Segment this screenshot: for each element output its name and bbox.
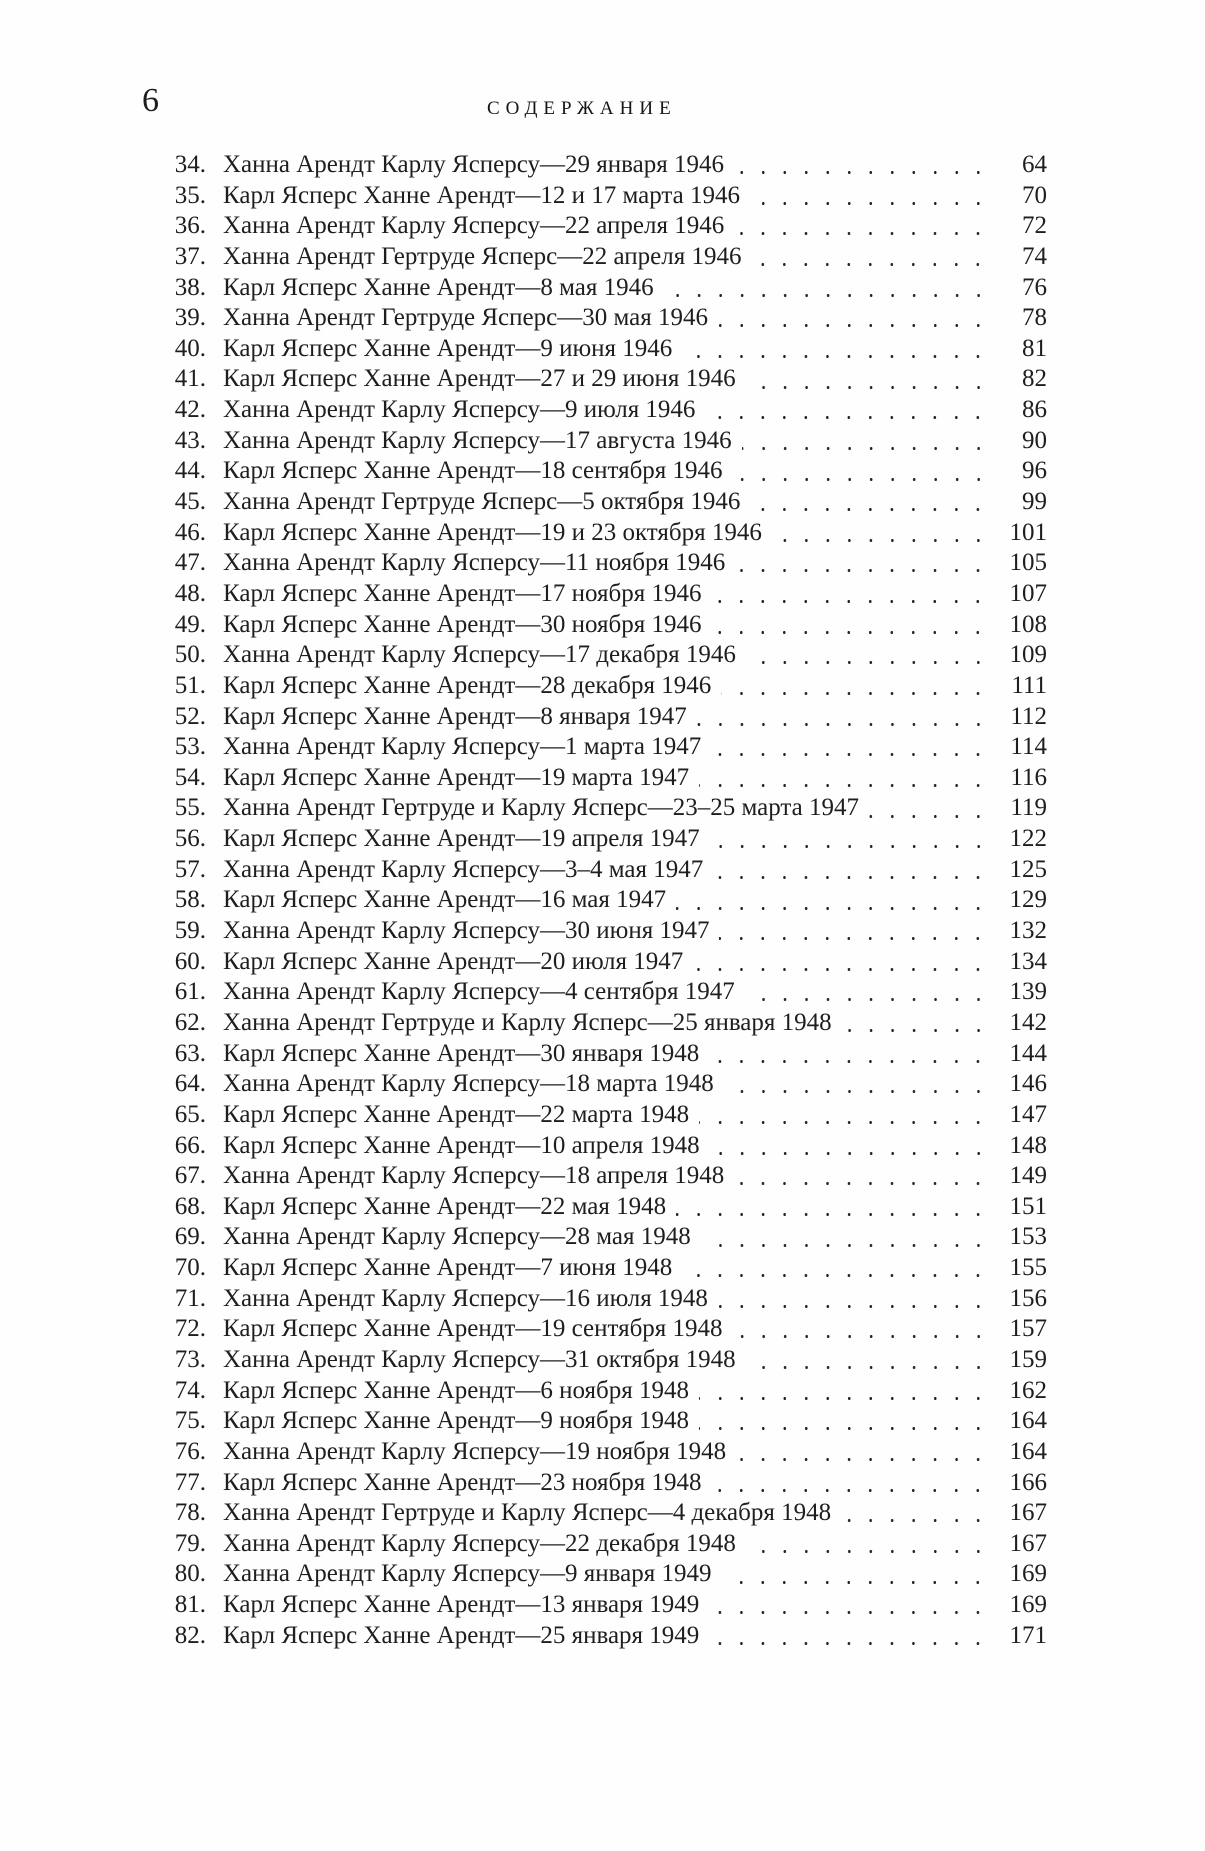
entry-page: 129: [1009, 886, 1047, 914]
entry-number: 61.: [174, 978, 206, 1006]
entry-page: 107: [1009, 579, 1047, 607]
toc-entry: [160, 672, 1047, 703]
entry-number: 43.: [174, 426, 206, 454]
entry-number: 82.: [174, 1621, 206, 1649]
toc-entry: [160, 825, 1047, 856]
entry-number: 78.: [174, 1499, 206, 1527]
entry-title: Карл Ясперс Ханне Арендт—20 июля 1947: [223, 947, 684, 975]
toc-entry: [160, 1132, 1047, 1163]
entry-page: 125: [1009, 855, 1047, 883]
entry-number: 38.: [174, 273, 206, 301]
entry-number: 74.: [174, 1376, 206, 1404]
toc-entry: [160, 1622, 1047, 1653]
dot-leader: [705, 396, 989, 427]
entry-page: 169: [1009, 1560, 1047, 1588]
entry-number: 36.: [174, 212, 206, 240]
entry-page: 109: [1009, 641, 1047, 669]
entry-page: 149: [1009, 1162, 1047, 1190]
dot-leader: [735, 549, 989, 580]
dot-leader: [676, 1193, 989, 1224]
toc-entry: [160, 396, 1047, 427]
entry-page: 90: [1022, 426, 1047, 454]
entry-title: Карл Ясперс Ханне Арендт—7 июня 1948: [223, 1254, 673, 1282]
entry-page: 114: [1010, 733, 1047, 761]
entry-title: Карл Ясперс Ханне Арендт—8 января 1947: [223, 702, 687, 730]
dot-leader: [711, 733, 989, 764]
entry-title: Карл Ясперс Ханне Арендт—30 ноября 1946: [223, 610, 702, 638]
dot-leader: [733, 457, 989, 488]
entry-title: Ханна Арендт Карлу Ясперсу—19 ноября 1948: [223, 1437, 727, 1465]
toc-entry: [160, 1009, 1047, 1040]
entry-number: 69.: [174, 1223, 206, 1251]
entry-title: Карл Ясперс Ханне Арендт—19 марта 1947: [223, 763, 690, 791]
dot-leader: [710, 1132, 989, 1163]
dot-leader: [733, 1315, 989, 1346]
toc-entry: [160, 886, 1047, 917]
entry-title: Ханна Арендт Карлу Ясперсу—17 августа 1946: [223, 426, 732, 454]
entry-page: 64: [1022, 151, 1047, 178]
entry-page: 96: [1022, 457, 1047, 485]
entry-title: Карл Ясперс Ханне Арендт—19 и 23 октября 1946: [223, 518, 762, 546]
dot-leader: [750, 488, 989, 519]
toc-entry: [160, 733, 1047, 764]
entry-title: Карл Ясперс Ханне Арендт—23 ноября 1948: [223, 1468, 702, 1496]
dot-leader: [742, 427, 989, 458]
toc-entry: [160, 1499, 1047, 1530]
entry-number: 81.: [174, 1591, 206, 1619]
toc-entry: [160, 856, 1047, 887]
entry-number: 60.: [174, 947, 206, 975]
dot-leader: [869, 794, 989, 825]
entry-page: 155: [1009, 1254, 1047, 1282]
entry-title: Карл Ясперс Ханне Арендт—17 ноября 1946: [223, 579, 702, 607]
dot-leader: [734, 1162, 989, 1193]
entry-title: Ханна Арендт Гертруде Ясперс—5 октября 1946: [223, 488, 741, 516]
dot-leader: [751, 243, 989, 274]
entry-page: 139: [1009, 978, 1047, 1006]
toc-entry: [160, 1223, 1047, 1254]
toc-entry: [160, 1407, 1047, 1438]
entry-number: 72.: [174, 1315, 206, 1343]
dot-leader: [718, 304, 989, 335]
entry-title: Ханна Арендт Гертруде Ясперс—22 апреля 1946: [223, 242, 742, 270]
entry-title: Ханна Арендт Карлу Ясперсу—30 июня 1947: [223, 917, 710, 945]
entry-page: 76: [1022, 273, 1047, 301]
toc-entry: [160, 1315, 1047, 1346]
entry-title: Карл Ясперс Ханне Арендт—8 мая 1946: [223, 273, 654, 301]
dot-leader: [699, 1377, 989, 1408]
entry-title: Карл Ясперс Ханне Арендт—19 апреля 1947: [223, 825, 700, 853]
entry-page: 105: [1009, 549, 1047, 577]
entry-title: Ханна Арендт Карлу Ясперсу—1 марта 1947: [223, 733, 702, 761]
entry-number: 79.: [174, 1529, 206, 1557]
toc-entry: [160, 978, 1047, 1009]
toc-entry: [160, 335, 1047, 366]
dot-leader: [750, 182, 989, 213]
entry-number: 55.: [174, 794, 206, 822]
entry-title: Ханна Арендт Карлу Ясперсу—3–4 мая 1947: [223, 855, 704, 883]
toc-entry: [160, 641, 1047, 672]
toc-entry: [160, 488, 1047, 519]
entry-page: 153: [1009, 1223, 1047, 1251]
entry-page: 167: [1009, 1499, 1047, 1527]
toc-entry: [160, 1040, 1047, 1071]
dot-leader: [724, 1070, 989, 1101]
dot-leader: [682, 1254, 989, 1285]
entry-page: 119: [1010, 794, 1047, 822]
toc-entry: [160, 212, 1047, 243]
dot-leader: [711, 1469, 989, 1500]
entry-page: 157: [1009, 1315, 1047, 1343]
entry-title: Ханна Арендт Карлу Ясперсу—18 апреля 1948: [223, 1162, 725, 1190]
entry-number: 63.: [174, 1039, 206, 1067]
toc-entry: [160, 1530, 1047, 1561]
dot-leader: [711, 580, 989, 611]
dot-leader: [701, 1223, 989, 1254]
entry-page: 111: [1011, 671, 1047, 699]
entry-title: Ханна Арендт Карлу Ясперсу—16 июля 1948: [223, 1284, 708, 1312]
entry-number: 44.: [174, 457, 206, 485]
entry-title: Карл Ясперс Ханне Арендт—13 января 1949: [223, 1591, 700, 1619]
entry-title: Карл Ясперс Ханне Арендт—30 января 1948: [223, 1039, 700, 1067]
toc-entry: [160, 274, 1047, 305]
entry-number: 41.: [174, 365, 206, 393]
entry-number: 56.: [174, 825, 206, 853]
entry-number: 73.: [174, 1345, 206, 1373]
dot-leader: [718, 1285, 989, 1316]
entry-page: 132: [1009, 917, 1047, 945]
page-number-folio: 6: [142, 82, 159, 119]
dot-leader: [746, 365, 989, 396]
entry-page: 148: [1009, 1131, 1047, 1159]
entry-title: Ханна Арендт Карлу Ясперсу—31 октября 1948: [223, 1345, 736, 1373]
dot-leader: [746, 641, 989, 672]
entry-number: 67.: [174, 1162, 206, 1190]
entry-title: Ханна Арендт Карлу Ясперсу—9 июля 1946: [223, 396, 696, 424]
toc-entry: [160, 519, 1047, 550]
entry-page: 156: [1009, 1284, 1047, 1312]
entry-title: Ханна Арендт Карлу Ясперсу—11 ноября 1946: [223, 549, 726, 577]
entry-number: 47.: [174, 549, 206, 577]
toc-entry: [160, 1469, 1047, 1500]
entry-number: 65.: [174, 1100, 206, 1128]
entry-title: Карл Ясперс Ханне Арендт—18 сентября 1946: [223, 457, 723, 485]
dot-leader: [721, 672, 989, 703]
entry-page: 142: [1009, 1008, 1047, 1036]
entry-number: 52.: [174, 702, 206, 730]
entry-title: Карл Ясперс Ханне Арендт—16 мая 1947: [223, 886, 667, 914]
entry-number: 53.: [174, 733, 206, 761]
entry-number: 77.: [174, 1468, 206, 1496]
entry-number: 70.: [174, 1254, 206, 1282]
dot-leader: [734, 151, 989, 182]
dot-leader: [772, 519, 989, 550]
toc-entry: [160, 1377, 1047, 1408]
entry-title: Карл Ясперс Ханне Арендт—6 ноября 1948: [223, 1376, 689, 1404]
entry-title: Ханна Арендт Карлу Ясперсу—22 апреля 1946: [223, 212, 725, 240]
dot-leader: [682, 335, 989, 366]
entry-title: Карл Ясперс Ханне Арендт—28 декабря 1946: [223, 671, 712, 699]
entry-title: Ханна Арендт Гертруде и Карлу Ясперс—25 января 1948: [223, 1008, 832, 1036]
entry-page: 166: [1009, 1468, 1047, 1496]
toc-entry: [160, 1101, 1047, 1132]
toc-list: [160, 151, 1047, 1652]
entry-title: Карл Ясперс Ханне Арендт—10 апреля 1948: [223, 1131, 700, 1159]
entry-title: Ханна Арендт Карлу Ясперсу—4 сентября 1947: [223, 978, 735, 1006]
toc-entry: [160, 794, 1047, 825]
dot-leader: [709, 1040, 989, 1071]
entry-title: Ханна Арендт Карлу Ясперсу—17 декабря 1946: [223, 641, 736, 669]
dot-leader: [719, 917, 989, 948]
toc-entry: [160, 1346, 1047, 1377]
toc-entry: [160, 917, 1047, 948]
toc-entry: [160, 580, 1047, 611]
entry-title: Карл Ясперс Ханне Арендт—27 и 29 июня 1946: [223, 365, 736, 393]
entry-number: 75.: [174, 1407, 206, 1435]
toc-entry: [160, 457, 1047, 488]
entry-title: Карл Ясперс Ханне Арендт—12 и 17 марта 1946: [223, 181, 740, 209]
entry-page: 74: [1022, 242, 1047, 270]
entry-number: 45.: [174, 488, 206, 516]
toc-entry: [160, 243, 1047, 274]
entry-number: 64.: [174, 1070, 206, 1098]
entry-page: 101: [1009, 518, 1047, 546]
entry-page: 122: [1009, 825, 1047, 853]
dot-leader: [709, 1622, 989, 1653]
entry-page: 167: [1009, 1529, 1047, 1557]
entry-number: 34.: [174, 151, 206, 178]
entry-page: 81: [1022, 334, 1047, 362]
toc-entry: [160, 549, 1047, 580]
entry-page: 164: [1009, 1407, 1047, 1435]
entry-title: Ханна Арендт Гертруде и Карлу Ясперс—23–25 марта 1947: [223, 794, 859, 822]
dot-leader: [721, 1560, 989, 1591]
entry-number: 66.: [174, 1131, 206, 1159]
page-title: СОДЕРЖАНИЕ: [487, 98, 677, 119]
dot-leader: [736, 1438, 989, 1469]
entry-number: 37.: [174, 242, 206, 270]
dot-leader: [709, 1591, 989, 1622]
toc-entry: [160, 1070, 1047, 1101]
entry-page: 108: [1009, 610, 1047, 638]
toc-entry: [160, 1438, 1047, 1469]
entry-title: Ханна Арендт Гертруде Ясперс—30 мая 1946: [223, 304, 708, 332]
entry-page: 159: [1009, 1345, 1047, 1373]
entry-title: Ханна Арендт Карлу Ясперсу—29 января 1946: [223, 151, 724, 178]
toc-entry: [160, 1193, 1047, 1224]
entry-page: 86: [1022, 396, 1047, 424]
dot-leader: [734, 212, 989, 243]
entry-number: 80.: [174, 1560, 206, 1588]
toc-entry: [160, 1162, 1047, 1193]
toc-entry: [160, 427, 1047, 458]
entry-number: 40.: [174, 334, 206, 362]
entry-number: 71.: [174, 1284, 206, 1312]
entry-page: 151: [1009, 1192, 1047, 1220]
toc-entry: [160, 1254, 1047, 1285]
entry-page: 147: [1009, 1100, 1047, 1128]
dot-leader: [699, 1101, 989, 1132]
entry-page: 144: [1009, 1039, 1047, 1067]
dot-leader: [664, 274, 989, 305]
dot-leader: [710, 825, 989, 856]
entry-title: Карл Ясперс Ханне Арендт—9 ноября 1948: [223, 1407, 689, 1435]
dot-leader: [713, 856, 989, 887]
entry-page: 162: [1009, 1376, 1047, 1404]
toc-entry: [160, 182, 1047, 213]
entry-title: Ханна Арендт Карлу Ясперсу—18 марта 1948: [223, 1070, 714, 1098]
dot-leader: [842, 1009, 989, 1040]
toc-entry: [160, 1560, 1047, 1591]
toc-entry: [160, 948, 1047, 979]
entry-title: Карл Ясперс Ханне Арендт—22 мая 1948: [223, 1192, 667, 1220]
entry-number: 42.: [174, 396, 206, 424]
toc-entry: [160, 1285, 1047, 1316]
entry-page: 171: [1009, 1621, 1047, 1649]
toc-entry: [160, 764, 1047, 795]
entry-page: 78: [1022, 304, 1047, 332]
entry-title: Карл Ясперс Ханне Арендт—22 марта 1948: [223, 1100, 690, 1128]
entry-number: 58.: [174, 886, 206, 914]
dot-leader: [746, 1346, 989, 1377]
entry-number: 51.: [174, 671, 206, 699]
toc-entry: [160, 365, 1047, 396]
entry-title: Карл Ясперс Ханне Арендт—25 января 1949: [223, 1621, 700, 1649]
entry-number: 49.: [174, 610, 206, 638]
toc-entry: [160, 304, 1047, 335]
toc-entry: [160, 1591, 1047, 1622]
entry-title: Ханна Арендт Карлу Ясперсу—28 мая 1948: [223, 1223, 691, 1251]
entry-title: Ханна Арендт Гертруде и Карлу Ясперс—4 декабря 1948: [223, 1499, 832, 1527]
dot-leader: [746, 1530, 989, 1561]
entry-number: 57.: [174, 855, 206, 883]
entry-number: 62.: [174, 1008, 206, 1036]
entry-title: Ханна Арендт Карлу Ясперсу—22 декабря 1948: [223, 1529, 736, 1557]
entry-number: 54.: [174, 763, 206, 791]
entry-page: 70: [1022, 181, 1047, 209]
dot-leader: [693, 948, 989, 979]
entry-title: Карл Ясперс Ханне Арендт—19 сентября 1948: [223, 1315, 723, 1343]
entry-number: 39.: [174, 304, 206, 332]
entry-page: 134: [1009, 947, 1047, 975]
entry-title: Ханна Арендт Карлу Ясперсу—9 января 1949: [223, 1560, 712, 1588]
entry-number: 35.: [174, 181, 206, 209]
dot-leader: [676, 886, 989, 917]
entry-page: 169: [1009, 1591, 1047, 1619]
toc-entry: [160, 703, 1047, 734]
dot-leader: [699, 1407, 989, 1438]
entry-number: 48.: [174, 579, 206, 607]
entry-page: 116: [1010, 763, 1047, 791]
entry-number: 46.: [174, 518, 206, 546]
dot-leader: [699, 764, 989, 795]
dot-leader: [711, 611, 989, 642]
entry-number: 76.: [174, 1437, 206, 1465]
entry-page: 99: [1022, 488, 1047, 516]
entry-number: 50.: [174, 641, 206, 669]
dot-leader: [841, 1499, 989, 1530]
toc-entry: [160, 611, 1047, 642]
entry-page: 82: [1022, 365, 1047, 393]
entry-page: 164: [1009, 1437, 1047, 1465]
entry-title: Карл Ясперс Ханне Арендт—9 июня 1946: [223, 334, 673, 362]
dot-leader: [697, 703, 989, 734]
toc-entry: [160, 151, 1047, 182]
entry-number: 68.: [174, 1192, 206, 1220]
entry-page: 146: [1009, 1070, 1047, 1098]
entry-number: 59.: [174, 917, 206, 945]
entry-page: 112: [1010, 702, 1047, 730]
entry-page: 72: [1022, 212, 1047, 240]
dot-leader: [745, 978, 989, 1009]
